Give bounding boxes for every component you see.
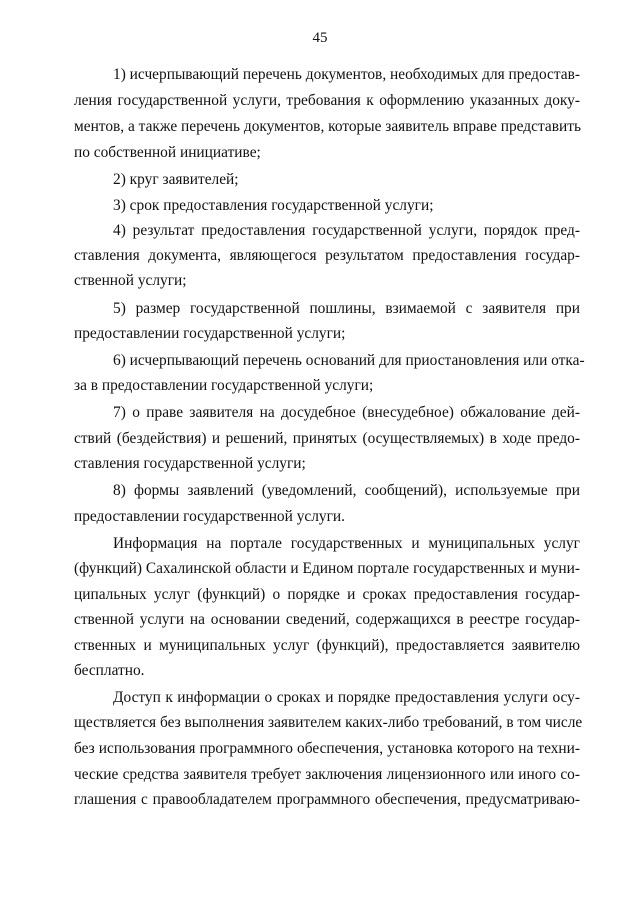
text-line: ственной услуги; [74,272,187,289]
text-line: Информация на портале государственных и муниципальных услуг [113,535,580,552]
text-line: ческие средства заявителя требует заключения лицензионного или иного со- [74,766,580,783]
text-line: бесплатно. [74,662,145,679]
text-line: глашения с правообладателем программного обеспечения, предусматриваю- [74,791,580,808]
text-line: ственных и муниципальных услуг (функций), предоставляется заявителю [74,637,580,654]
text-line: 5) размер государственной пошлины, взимаемой с заявителя при [113,300,580,317]
text-line: 2) круг заявителей; [113,171,239,188]
text-line: 1) исчерпывающий перечень документов, необходимых для предостав- [113,66,580,83]
text-line: 3) срок предоставления государственной услуги; [113,197,434,214]
text-line: 7) о праве заявителя на досудебное (внесудебное) обжалование дей- [113,404,580,421]
text-line: ственной услуги на основании сведений, содержащихся в реестре государ- [74,611,580,628]
text-line: 8) формы заявлений (уведомлений, сообщений), используемые при [113,482,580,499]
text-line: ствий (бездействия) и решений, принятых (осуществляемых) в ходе предо- [74,430,580,447]
text-line: за в предоставлении государственной услуги; [74,377,374,394]
text-line: ментов, а также перечень документов, которые заявитель вправе представить [74,118,581,135]
text-line: 4) результат предоставления государственной услуги, порядок пред- [113,222,580,239]
text-line: без использования программного обеспечения, установка которого на техни- [74,740,580,757]
text-line: ления государственной услуги, требования к оформлению указанных доку- [74,92,580,109]
text-line: 6) исчерпывающий перечень оснований для приостановления или отка- [113,352,585,369]
page-number: 45 [312,30,328,46]
text-line: (функций) Сахалинской области и Едином портале государственных и муни- [74,560,580,577]
text-line: ществляется без выполнения заявителем каких-либо требований, в том числе [74,714,583,731]
text-line: по собственной инициативе; [74,144,261,161]
text-line: ставления государственной услуги; [74,455,306,472]
text-line: предоставлении государственной услуги. [74,508,346,525]
text-line: предоставлении государственной услуги; [74,325,346,342]
text-line: ставления документа, являющегося результатом предоставления государ- [74,247,580,264]
text-line: Доступ к информации о сроках и порядке предоставления услуги осу- [113,689,580,706]
text-line: ципальных услуг (функций) о порядке и сроках предоставления государ- [74,586,580,603]
